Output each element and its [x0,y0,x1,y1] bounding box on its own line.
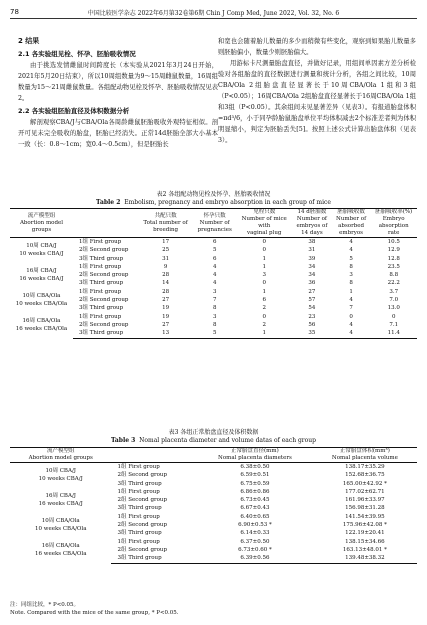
table2-cell: 7 [349,305,353,312]
table3-caption-en: Nomal placenta diameter and volume datas of each group [139,437,316,444]
table2-cell: 11.4 [370,329,417,338]
table2-cell: 3.7 [389,288,399,295]
table2-cell: 5 [212,247,217,254]
table3-cell: 6.38±0.50 [240,464,270,470]
table2-cell: 27 [162,321,170,328]
table3-cell: 6.37±0.50 [240,538,270,545]
table2-caption-cn: 表2 各组配动物见栓及怀孕、胚胎吸收情况 [156,191,271,198]
table2-cell: 56 [308,321,316,328]
table2-cell: 3组 Third group [78,255,124,262]
table2-cell: 7.0 [389,297,399,304]
table3-group-name: 16周 CBA/Ola 16 weeks CBA/Ola [34,543,87,558]
table2-cell: 3 [262,272,266,279]
table2-cell: 17 [162,239,170,245]
table3-cell: 138.17±35.29 [345,464,385,470]
table3-note [10,601,179,617]
table2-cell: 4 [349,247,353,254]
table-row [10,513,417,521]
left-column [18,36,218,150]
section-heading: 2 结果 [18,37,40,45]
subsection-heading-2-2: 2.2 各实验组胚胎直径及体积数据分析 [18,107,130,115]
table3-cell: 6.67±0.43 [240,505,270,512]
table2-cell: 1 [262,263,266,270]
table2-cell: 12.9 [387,247,400,254]
table2-cell: 25 [162,247,170,254]
table2-cell: 3 [349,272,353,279]
table-row [10,488,417,496]
table-row [10,288,417,296]
table2-cell: 27 [308,288,316,295]
table3-cell: 1组 First group [117,513,160,520]
table3-cell: 6.86±0.86 [240,488,270,495]
table2-cell: 34 [308,263,316,270]
table2-cell: 4 [349,297,353,304]
table3-label: Table 3 [111,437,136,444]
table2-cell: 6 [212,239,217,245]
table3-cell: 175.96±42.08 * [342,522,387,529]
table2-header-0: 流产模型组 Abortion model groups [10,209,73,238]
table-row [10,238,417,247]
table3-cell: 163.13±48.01 * [342,546,387,553]
table2-cell: 1组 First group [78,313,122,320]
table3-cell: 6.40±0.65 [240,513,270,520]
table3-header-3: 正常胎盘体积(mm³) Nomal placenta volume [313,448,417,463]
table2-cell: 1 [262,255,266,262]
table2-cell: 57 [308,297,316,304]
table2-cell: 9 [163,263,168,270]
journal-title: 中国比较医学杂志 2022年6月第32卷第6期 Chin J Comp Med, June 2022, Vol. 32, No. 6 [87,10,340,17]
paragraph-placenta: 用游标卡尺测量胎盘直径，并做好记录，用组间单因素方差分析检验对各组胎盘的直径数据进行测量和统计分析，各组之间比较，10周CBA/Ola 2组胎盘直径显著长于10周CBA/Ola 1组和3组（P<0.05）；16周CBA/Ola 2组胎盘直径显著长于16周CBA/Ola 1组和3组（P<0.05）。其余组间未见显著差异（见表3）。有报道胎盘体积=πd³/6，小于同孕龄胎鼠胎盘单位平均体积减去2个标准差者判为体积明显缩小，判定为胚胎丢失[5]。按照上述公式计算出胎盘体积（见表3）。 [218,60,416,144]
table2-cell: 7.1 [389,321,399,328]
paragraph-2-1: 由于挑选发情雌鼠时间跨度长（本实验从2021年3月24日开始，2021年5月20日结束），所以10周组数量为9～15周雌鼠数量，16周组数量为15～21周雌鼠数量。各组配动物见栓及怀孕、胚胎吸收情况见表2。 [18,62,218,102]
table3-cell: 3组 Third group [117,505,162,512]
table3-cell: 165.00±42.92 * [342,480,387,487]
table2-cell: 23 [308,313,316,320]
table2-cell: 3组 Third group [73,329,138,338]
table3-group-name: 16周 CBA/J 16 weeks CBA/J [38,493,83,508]
table2-cell: 19 [162,305,170,312]
table2-cell: 4 [212,263,217,270]
table2-header-5: 14 d胚胎数 Number of embryos of 14 days [292,209,332,238]
table2 [10,208,417,339]
table2-cell: 4 [349,239,353,245]
table3-cell: 161.96±33.97 [345,497,385,504]
table2-cell: 0 [262,247,266,254]
table2-cell: 1组 First group [78,239,122,245]
table2-cell: 28 [162,288,170,295]
table3-group-name: 10周 CBA/J 10 weeks CBA/J [38,468,83,483]
table2-cell: 8.8 [389,272,399,279]
table3-cell: 2组 Second group [117,497,167,504]
table2-header-7: 胚胎吸收率(%) Embryo absorption rate [370,209,417,238]
table2-cell: 6 [262,297,266,304]
table2-cell: 8 [349,280,353,287]
table2-cell: 34 [308,272,316,279]
table2-cell: 2 [262,321,266,328]
table3-cell: 6.59±0.51 [240,472,270,479]
table3-caption-cn: 表3 各组正常胎盘直径及体积数据 [168,429,259,436]
table3-caption [0,429,427,445]
table3-cell: 6.73±0.60 * [238,546,272,553]
page-number: 78 [10,8,19,16]
table3-header-0: 流产模型组 Abortion model groups [10,448,111,463]
table2-cell: 2组 Second group [78,247,129,254]
table2-group-name: 16周 CBA/J 16 weeks CBA/J [19,268,64,283]
table2-cell: 6 [212,255,217,262]
table2-cell: 3 [212,288,217,295]
table2-cell: 5 [193,329,236,338]
paragraph-2-2: 解剖观察CBA/J与CBA/Ola各周龄雌鼠胚胎吸收外观特征相似。剖开可见未完全吸收的胎盘，胚胎已经消失。正常14d胚胎全部大小基本一致（长：0.8～1cm；宽0.4～0.5cm），但是胚胎长 [18,119,218,148]
table2-cell: 1 [236,329,292,338]
table2-cell: 31 [308,247,316,254]
table2-cell: 4 [212,272,217,279]
table-row [10,463,417,472]
table3-cell: 6.90±0.53 * [238,522,272,529]
table2-cell: 3组 Third group [78,280,124,287]
table3-cell: 2组 Second group [117,546,167,553]
table3-note-en: Note. Compared with the mice of the same group, * P<0.05. [10,610,179,616]
table2-cell: 1组 First group [78,288,122,295]
table2-cell: 39 [308,255,316,262]
table2-header-6: 胚胎吸收数 Number of absorbed embryos [332,209,371,238]
table2-caption-en: Embolism, pregnancy and embryo absorption in each group of mice [124,199,331,206]
table2-cell: 4 [349,321,353,328]
table3-cell: 3组 Third group [117,530,162,537]
table-row [10,313,417,321]
table2-cell: 7 [212,297,217,304]
table3-cell: 1组 First group [117,464,160,470]
table2-cell: 38 [308,239,316,245]
right-column [218,36,416,146]
table2-caption [0,191,427,207]
table3-cell: 1组 First group [117,488,160,495]
table2-cell: 23.5 [387,263,400,270]
paragraph-continued: 和宽也会随着胎儿数量的多少而稍微有些变化，观察到如果胎儿数量多则胚胎偏小，数量少则胚胎偏大。 [218,38,416,56]
table2-cell: 28 [162,272,170,279]
table3-cell: 177.02±62.71 [345,488,385,495]
table3-cell: 6.39±0.56 [197,554,313,563]
table2-cell: 1 [349,288,353,295]
table2-cell: 2组 Second group [78,297,129,304]
table2-cell: 35 [292,329,332,338]
table2-group-name: 10周 CBA/J 10 weeks CBA/J [19,243,64,258]
table2-header-1 [73,209,138,238]
table2-cell: 2 [262,305,266,312]
table3-group-name: 10周 CBA/Ola 10 weeks CBA/Ola [34,517,87,533]
table2-header-4: 见栓只数 Number of mice with vaginal plug [236,209,292,238]
table2-header-2: 共配只数 Total number of breeding [138,209,193,238]
table2-cell: 13.0 [387,305,400,312]
table2-cell: 13 [138,329,193,338]
table2-cell: 5 [349,255,353,262]
table2-cell: 1 [262,288,266,295]
table-row [10,538,417,546]
table3-header-2: 正常胎盘直径(mm) Nomal placenta diameters [197,448,313,463]
table3-cell: 122.19±20.41 [345,530,385,537]
table2-cell: 54 [308,305,316,312]
table-row [10,263,417,271]
page-header [10,6,417,19]
table3-cell: 6.75±0.59 [240,480,270,487]
table2-cell: 2组 Second group [78,272,129,279]
table3-cell: 141.54±39.95 [345,513,385,520]
table2-label: Table 2 [96,199,121,206]
subsection-heading-2-1: 2.1 各实验组见栓、怀孕、胚胎吸收情况 [18,50,136,58]
table2-cell: 36 [308,280,316,287]
table2-cell: 0 [349,313,353,320]
table2-cell: 0 [262,280,266,287]
table2-cell: 22.2 [387,280,400,287]
table3-cell: 156.98±31.28 [345,505,385,512]
table2-cell: 27 [162,297,170,304]
table2-group-name: 10周 CBA/Ola 10 weeks CBA/Ola [15,292,68,308]
table3-cell: 152.68±36.75 [345,472,385,479]
table3-cell: 2组 Second group [117,522,167,529]
table3-cell: 3组 Third group [111,554,197,563]
table2-cell: 4 [212,280,217,287]
table2-cell: 19 [162,313,170,320]
table2-header-3: 怀孕只数 Number of pregnancies [193,209,236,238]
table2-cell: 14 [162,280,170,287]
table3-cell: 139.48±38.32 [313,554,417,563]
table2-cell: 1组 First group [78,263,122,270]
table3-cell: 3组 Third group [117,480,162,487]
table2-cell: 0 [262,239,266,245]
table2-cell: 3 [212,313,217,320]
table3 [10,447,417,564]
table2-group-name: 16周 CBA/Ola 16 weeks CBA/Ola [15,318,68,333]
table2-cell: 2组 Second group [78,321,129,328]
table2-cell: 0 [262,313,266,320]
table3-header-1 [111,448,197,463]
table3-cell: 138.15±34.66 [345,538,385,545]
table2-cell: 0 [391,313,396,320]
table2-cell: 8 [349,263,353,270]
table2-cell: 3组 Third group [78,305,124,312]
table2-cell: 10.5 [387,239,400,245]
table3-cell: 1组 First group [117,538,160,545]
table2-cell: 8 [212,305,217,312]
table2-cell: 8 [212,321,217,328]
table3-cell: 6.73±0.45 [240,497,270,504]
table3-cell: 2组 Second group [117,472,167,479]
table3-note-cn: 注：同组比较，* P<0.05。 [10,602,80,608]
table3-cell: 6.14±0.33 [240,530,270,537]
table2-cell: 4 [332,329,371,338]
table2-cell: 12.8 [387,255,400,262]
table2-cell: 31 [162,255,170,262]
